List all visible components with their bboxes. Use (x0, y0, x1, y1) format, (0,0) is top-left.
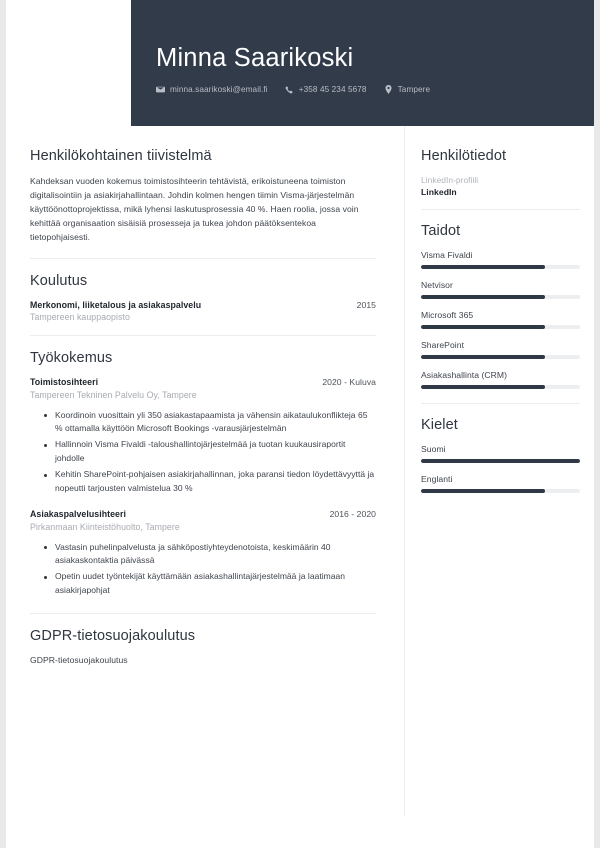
experience-entry (30, 509, 376, 597)
language-bar-fill (421, 489, 545, 493)
section-experience (30, 335, 376, 613)
skill-bar-track (421, 295, 580, 299)
personal-detail-label: LinkedIn-profiili (421, 175, 479, 185)
language-bar-track (421, 489, 580, 493)
education-entry (30, 300, 376, 323)
experience-bullet-list (44, 541, 376, 598)
section-title-languages: Kielet (421, 416, 458, 433)
skill-bar-fill (421, 265, 545, 269)
skill-label: Asiakashallinta (CRM) (421, 369, 508, 380)
phone-icon (285, 85, 294, 94)
experience-entry-employer: Tampereen Tekninen Palvelu Oy, Tampere (30, 389, 197, 400)
section-title-experience: Työkokemus (30, 350, 113, 367)
skill-label: SharePoint (421, 339, 465, 350)
skill-label: Microsoft 365 (421, 309, 474, 320)
experience-entry-date: 2016 - 2020 (329, 509, 376, 520)
envelope-icon (156, 85, 165, 94)
summary-text: Kahdeksan vuoden kokemus toimistosihteerin tehtävistä, erikoistuneena toimiston digitalisointiin ja asiakirjahallintaan. Johdin kolmen hengen tiimin Visma-järjestelmän käyttöönottoprojektissa, mikä lyhensi laskutusprosessia 40 %. Haen roolia, jossa voin kehittää organisaation sisäisiä prosesseja ja tukea johdon päätöksentekoa tietopohjaisesti. (30, 176, 359, 242)
skill-bar-track (421, 355, 580, 359)
page-title: Minna Saarikoski (156, 44, 354, 72)
skill-bar-fill (421, 385, 545, 389)
section-skills (421, 209, 580, 403)
skill-bar-fill (421, 295, 545, 299)
language-label: Englanti (421, 473, 453, 484)
contact-location (384, 85, 431, 94)
experience-entry-date: 2020 - Kuluva (322, 377, 376, 388)
location-pin-icon (384, 85, 393, 94)
skill-item (421, 340, 580, 359)
education-entry-institution: Tampereen kauppaopisto (30, 312, 130, 323)
skill-bar-track (421, 325, 580, 329)
contact-email-text: minna.saarikoski@email.fi (170, 85, 268, 95)
language-item (421, 444, 580, 463)
contact-phone[interactable] (285, 85, 367, 94)
experience-entry (30, 377, 376, 495)
skill-item (421, 370, 580, 389)
list-item: Vastasin puhelinpalvelusta ja sähköpostiyhteydenotoista, keskimäärin 40 asiakaskontaktia päivässä (44, 541, 376, 568)
section-title-personal-details: Henkilötiedot (421, 148, 507, 164)
skill-bar-track (421, 265, 580, 269)
experience-entry-employer: Pirkanmaan Kiinteistöhuolto, Tampere (30, 521, 180, 532)
contact-location-text: Tampere (397, 85, 431, 95)
education-entry-head (30, 300, 376, 310)
list-item: Koordinoin vuosittain yli 350 asiakastapaamista ja vähensin aikataulukonflikteja 65 % ottamalla käyttöön Microsoft Bookings -varausjärjestelmän (44, 409, 376, 436)
list-item: Kehitin SharePoint-pohjaisen asiakirjahallinnan, joka paransi tiedon löydettävyyttä ja nopeutti tarjousten valmistelua 30 % (44, 468, 376, 495)
skill-item (421, 280, 580, 299)
experience-bullet-list (44, 409, 376, 496)
main-column (6, 126, 404, 816)
skill-bar-track (421, 385, 580, 389)
contact-phone-text: +358 45 234 5678 (298, 85, 367, 95)
language-bar-fill (421, 459, 580, 463)
section-title-education: Koulutus (30, 272, 88, 289)
skill-item (421, 250, 580, 269)
section-title-training: GDPR-tietosuojakoulutus (30, 628, 196, 645)
language-bar-track (421, 459, 580, 463)
section-languages (421, 403, 580, 507)
resume-header (131, 0, 594, 126)
skill-bar-fill (421, 325, 545, 329)
experience-entry-head (30, 377, 376, 387)
experience-entry-head (30, 509, 376, 519)
section-summary (30, 148, 376, 258)
sidebar-column (404, 126, 594, 816)
resume-page (6, 0, 594, 848)
personal-detail-value[interactable]: LinkedIn (421, 186, 457, 197)
section-education (30, 258, 376, 336)
education-entry-date: 2015 (356, 299, 376, 310)
list-item: Hallinnoin Visma Fivaldi -taloushallintojärjestelmää ja tuotan kuukausiraportit johdolle (44, 438, 376, 465)
training-text: GDPR-tietosuojakoulutus (30, 655, 128, 666)
list-item: Opetin uudet työntekijät käyttämään asiakashallintajärjestelmää ja laatimaan asiakirjapohjat (44, 570, 376, 597)
section-title-skills: Taidot (421, 222, 461, 239)
section-title-summary: Henkilökohtainen tiivistelmä (30, 148, 212, 164)
experience-entry-title: Toimistosihteeri (30, 377, 99, 388)
language-item (421, 474, 580, 493)
contact-row (156, 85, 594, 94)
personal-detail-item (421, 175, 580, 197)
resume-body (6, 126, 594, 816)
language-label: Suomi (421, 443, 446, 454)
section-training (30, 613, 376, 678)
skill-label: Visma Fivaldi (421, 249, 473, 260)
skill-bar-fill (421, 355, 545, 359)
education-entry-title: Merkonomi, liiketalous ja asiakaspalvelu (30, 299, 202, 310)
skill-label: Netvisor (421, 279, 453, 290)
contact-email[interactable] (156, 85, 268, 94)
section-personal-details (421, 148, 580, 209)
experience-entry-title: Asiakaspalvelusihteeri (30, 509, 126, 520)
skill-item (421, 310, 580, 329)
